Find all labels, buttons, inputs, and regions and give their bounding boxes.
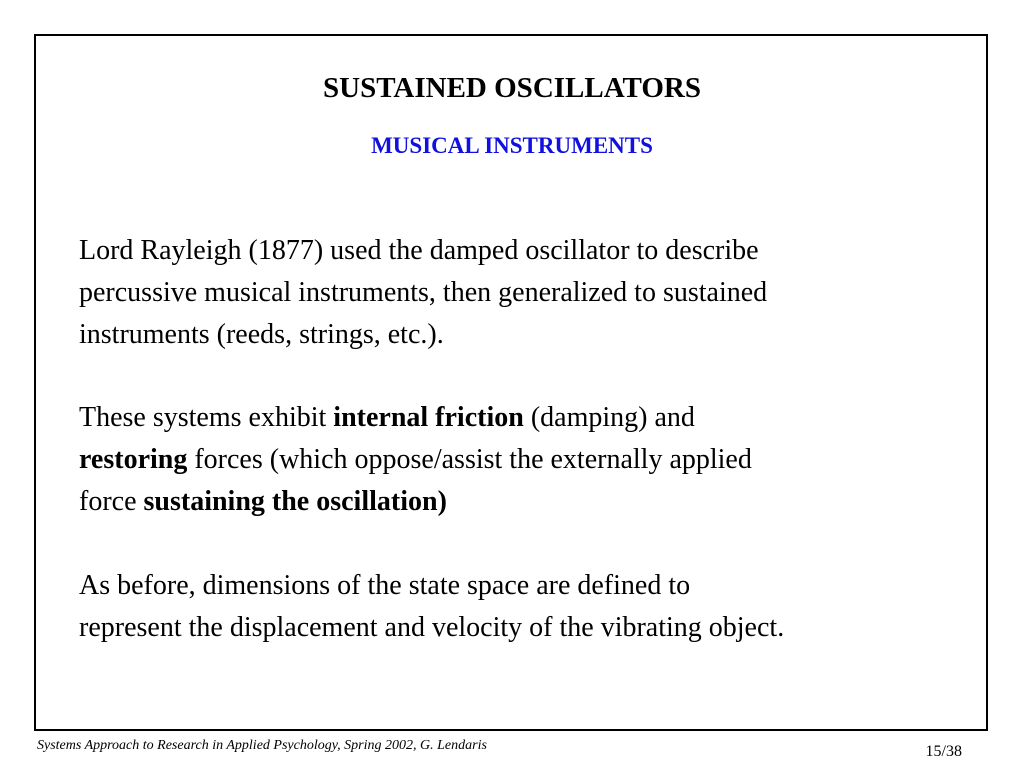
paragraph-line: percussive musical instruments, then generalized to sustained [79,277,768,308]
bold-term-sustaining: sustaining the oscillation [143,486,438,517]
bold-term-internal-friction: internal friction [333,402,524,433]
paragraph-line [79,397,979,439]
bold-paren: ) [437,486,447,517]
paragraph-rayleigh [79,230,979,356]
paragraph-systems [79,397,979,523]
paragraph-line: represent the displacement and velocity of the vibrating object. [79,612,785,643]
paragraph-line: As before, dimensions of the state space are defined to [79,570,691,601]
plain-text: force [79,486,144,517]
plain-text: forces (which oppose/assist the externally applied [187,444,752,475]
plain-text: These systems exhibit [79,402,334,433]
bold-term-restoring: restoring [79,444,188,475]
paragraph-line [79,481,979,523]
plain-text: (damping) and [523,402,695,433]
page-number: 15/38 [925,743,962,760]
slide-subtitle: MUSICAL INSTRUMENTS [371,133,653,158]
paragraph-line: Lord Rayleigh (1877) used the damped oscillator to describe [79,235,759,266]
paragraph-line: instruments (reeds, strings, etc.). [79,319,444,350]
slide-title: SUSTAINED OSCILLATORS [323,72,701,104]
footer-course: Systems Approach to Research in Applied Psychology, Spring 2002, G. Lendaris [37,738,487,753]
paragraph-line [79,439,979,481]
paragraph-state-space [79,565,979,649]
